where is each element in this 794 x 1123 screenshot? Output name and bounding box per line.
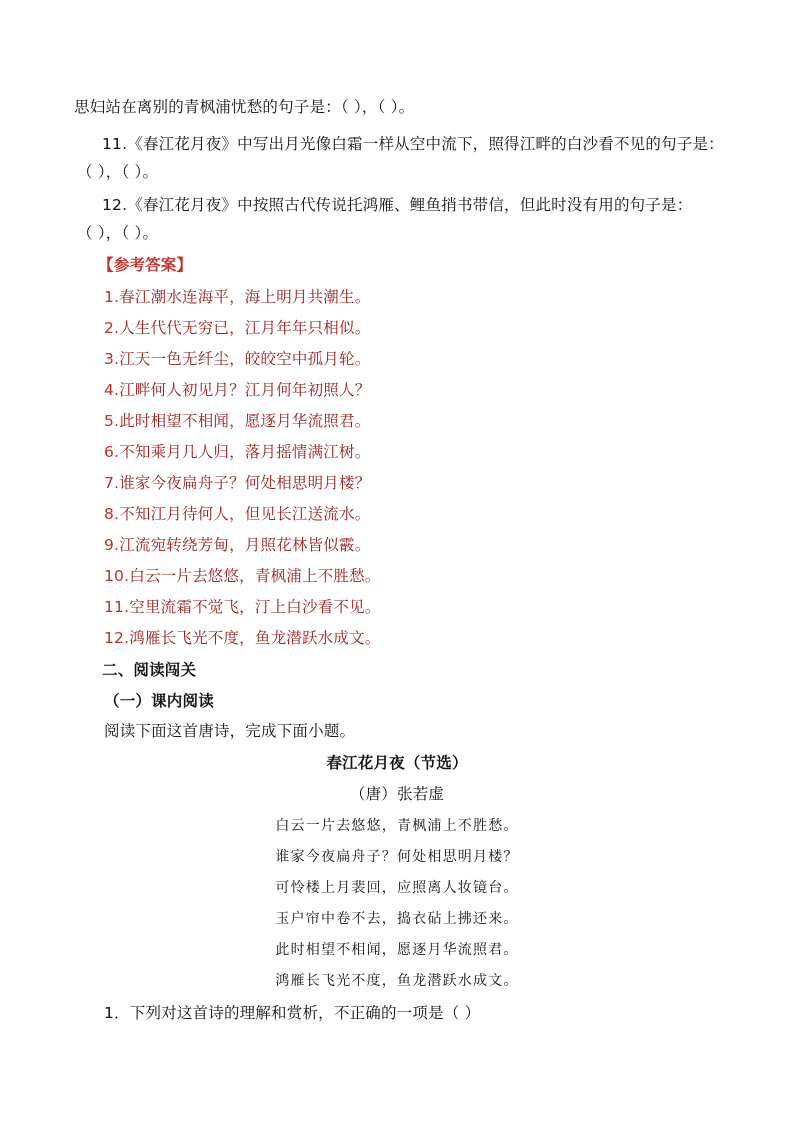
answer-text: 鸿雁长飞光不度，鱼龙潜跃水成文。 [129, 629, 381, 647]
answer-text: 不知江月待何人，但见长江送流水。 [119, 505, 371, 523]
answer-item [104, 409, 370, 431]
question-1: 1．下列对这首诗的理解和赏析，不正确的一项是（ ） [104, 1004, 481, 1022]
answer-number: 5. [104, 412, 120, 430]
answer-text: 谁家今夜扁舟子？何处相思明月楼？ [119, 474, 371, 492]
answer-number: 12. [104, 629, 130, 647]
answer-item [104, 533, 370, 555]
poem-line: 可怜楼上月裴回，应照离人妆镜台。 [275, 880, 519, 896]
poem-line: 鸿雁长飞光不度，鱼龙潜跃水成文。 [275, 973, 519, 989]
question-10-tail: 思妇站在离别的青枫浦忧愁的句子是：（ ），（ ）。 [74, 98, 415, 116]
answer-text: 春江潮水连海平，海上明月共潮生。 [119, 288, 371, 306]
answer-number: 8. [104, 505, 120, 523]
poem-line: 谁家今夜扁舟子？何处相思明月楼？ [275, 849, 519, 865]
answer-item [104, 595, 380, 617]
answer-text: 江流宛转绕芳甸，月照花林皆似霰。 [119, 536, 371, 554]
poem-author: （唐）张若虚 [349, 785, 445, 803]
poem-line: 白云一片去悠悠，青枫浦上不胜愁。 [275, 818, 519, 834]
answer-item [104, 440, 370, 462]
answer-item [104, 347, 370, 369]
answer-item [104, 378, 370, 400]
answer-item [104, 316, 370, 338]
answer-item [104, 626, 380, 648]
answer-text: 江天一色无纤尘，皎皎空中孤月轮。 [119, 350, 371, 368]
answer-number: 10. [104, 567, 130, 585]
question-11: 11.《春江花月夜》中写出月光像白霜一样从空中流下，照得江畔的白沙看不见的句子是： [102, 135, 724, 153]
answer-text: 江畔何人初见月？江月何年初照人？ [119, 381, 371, 399]
answer-text: 此时相望不相闻，愿逐月华流照君。 [119, 412, 371, 430]
answer-item [104, 471, 370, 493]
section-subheading: （一）课内阅读 [104, 692, 214, 710]
answer-number: 7. [104, 474, 120, 492]
answer-item [104, 564, 380, 586]
poem-line: 此时相望不相闻，愿逐月华流照君。 [275, 942, 519, 958]
question-12-blanks: （ ），（ ）。 [77, 224, 159, 242]
answer-item [104, 502, 370, 524]
section-heading: 二、阅读闯关 [102, 661, 197, 679]
answer-number: 11. [104, 598, 130, 616]
question-11-blanks: （ ），（ ）。 [77, 163, 159, 181]
answer-item [104, 285, 370, 307]
poem-title: 春江花月夜（节选） [326, 754, 468, 772]
question-12: 12.《春江花月夜》中按照古代传说托鸿雁、鲤鱼捎书带信，但此时没有用的句子是： [102, 196, 693, 214]
answer-number: 4. [104, 381, 120, 399]
answer-number: 6. [104, 443, 120, 461]
answer-key-title: 【参考答案】 [98, 256, 193, 274]
answer-number: 1. [104, 288, 120, 306]
answer-text: 人生代代无穷已，江月年年只相似。 [119, 319, 371, 337]
answer-number: 2. [104, 319, 120, 337]
poem-line: 玉户帘中卷不去，捣衣砧上拂还来。 [275, 911, 519, 927]
answer-text: 不知乘月几人归，落月摇情满江树。 [119, 443, 371, 461]
reading-instruction: 阅读下面这首唐诗，完成下面小题。 [104, 722, 356, 740]
answer-number: 9. [104, 536, 120, 554]
answer-text: 白云一片去悠悠，青枫浦上不胜愁。 [129, 567, 381, 585]
answer-text: 空里流霜不觉飞，汀上白沙看不见。 [129, 598, 381, 616]
answer-number: 3. [104, 350, 120, 368]
